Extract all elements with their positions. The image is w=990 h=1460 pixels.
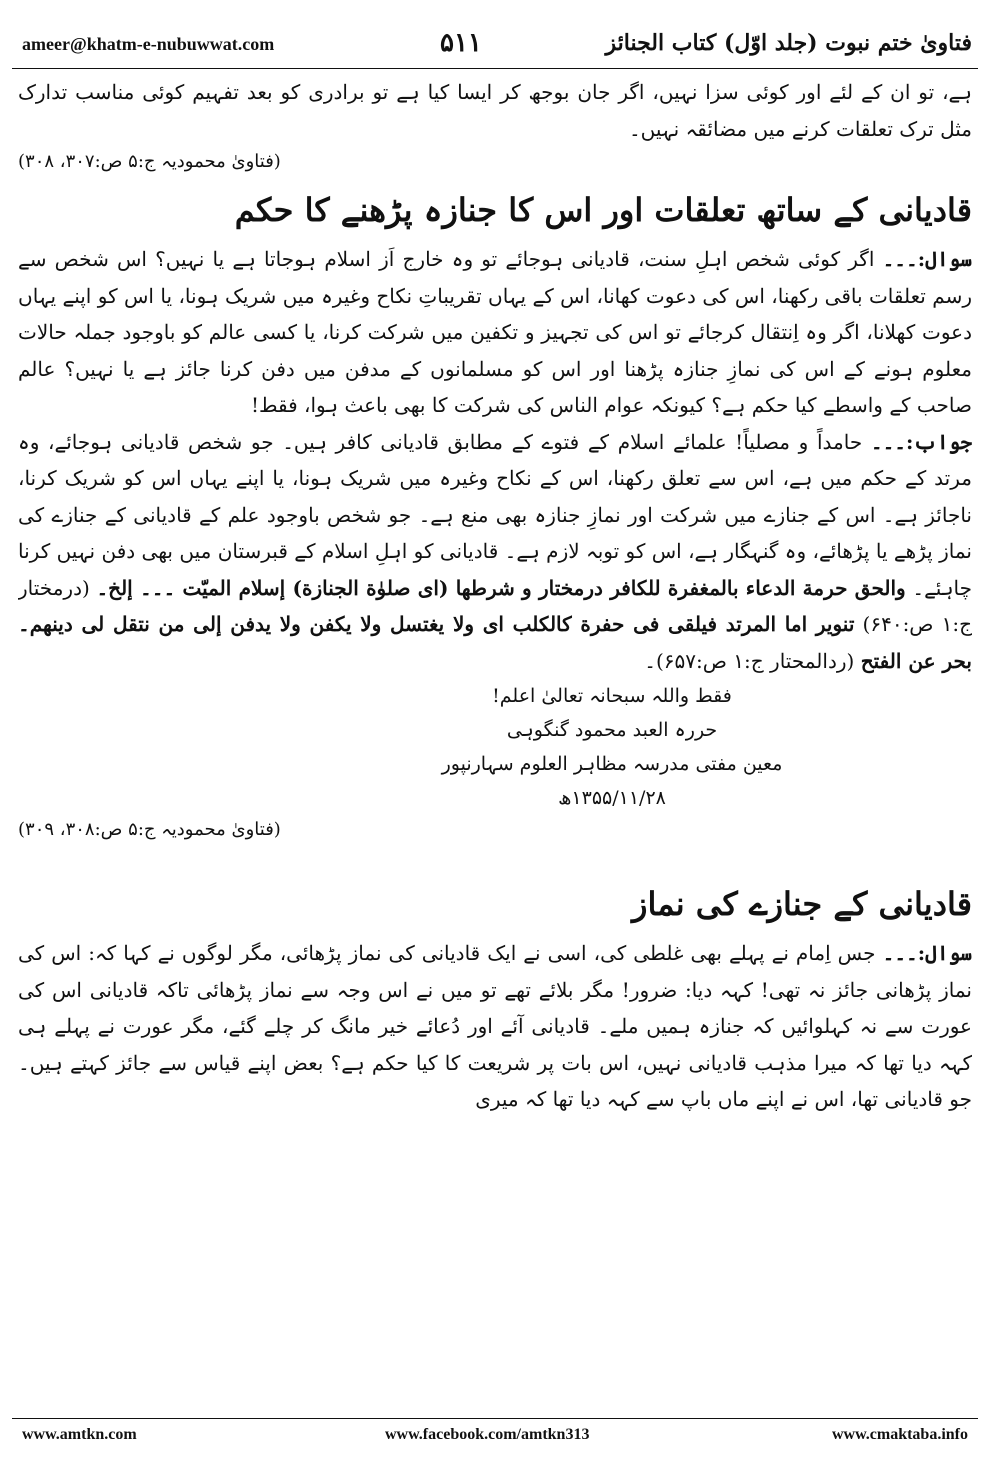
question-text: جس اِمام نے پہلے بھی غلطی کی، اسی نے ایک قادیانی کی نماز پڑھائی، مگر لوگوں نے کہا کہ: اس کی نماز پڑھانی جائز نہ تھی! کہہ دیا: ضرور! مگر بلائے تھے تو میں نے اس وجہ سے نماز پڑھائی تاکہ قادیانی اس کی عورت سے نہ کہلوائیں کہ جنازہ ہمیں ملے۔ قادیانی آئے اور دُعائے خیر مانگ کر چلے گئے، مگر عورت نے پہلے ہی کہہ دیا تھا کہ میرا مذہب قادیانی نہیں، اس بات پر شریعت کا کیا حکم ہے؟ بعض اپنے قیاس سے جائز کہتے ہیں۔ جو قادیانی تھا، اس نے اپنے ماں باپ سے کہہ دیا تھا کہ میری — [18, 941, 972, 1111]
page-footer — [10, 1426, 980, 1450]
question-text: اگر کوئی شخص اہلِ سنت، قادیانی ہوجائے تو وہ خارج اَز اسلام ہوجاتا ہے یا نہیں؟ اس شخص سے رسم تعلقات باقی رکھنا، اس کی دعوت کھانا، اس کے یہاں تقریباتِ نکاح وغیرہ میں شریک ہونا، یا اس کو اپنے یہاں دعوت کھلانا، اگر وہ اِنتقال کرجائے تو اس کی تجہیز و تکفین میں شرکت کرنا، یا کسی عالم کو باوجود جملہ حالات معلوم ہونے کے اس کی نمازِ جنازہ پڑھنا اور اس کو مسلمانوں کے مدفن میں دفن کرنا جائز ہے یا نہیں؟ عالم صاحب کے واسطے کیا حکم ہے؟ کیونکہ عوام الناس کی شرکت کا بھی باعث ہوا، فقط! — [18, 247, 972, 417]
section1-heading: قادیانی کے ساتھ تعلقات اور اس کا جنازہ پڑھنے کا حکم — [234, 191, 972, 229]
page-header — [10, 28, 980, 68]
signature-line: حررہ العبد محمود گنگوہی — [506, 719, 718, 741]
intro-paragraph: ہے، تو ان کے لئے اور کوئی سزا نہیں، اگر جان بوجھ کر ایسا کیا ہے تو برادری کو بعد تفہیم کوئی مناسب تدارک مثل ترک تعلقات کرنے میں مضائقہ نہیں۔ — [18, 80, 972, 141]
inline-reference-2: (ردالمحتار ج:۱ ص:۶۵۷)۔ — [644, 648, 855, 673]
signature-block — [372, 679, 852, 815]
footer-divider — [12, 1418, 978, 1419]
header-email: ameer@khatm-e-nubuwwat.com — [22, 34, 275, 54]
answer-text: حامداً و مصلیاً! علمائے اسلام کے فتوے کے مطابق قادیانی کافر ہیں۔ جو شخص قادیانی ہوجائے، وہ مرتد کے حکم میں ہے، اس سے تعلق رکھنا، اس کے نکاح وغیرہ میں شریک ہونا، یا اپنے یہاں اس کو شریک کرنا، ناجائز ہے۔ اس کے جنازے میں شرکت اور نمازِ جنازہ بھی منع ہے۔ جو شخص باوجود علم کے قادیانی کے جنازے کی نماز پڑھے یا پڑھائے، وہ گنہگار ہے، اس کو توبہ لازم ہے۔ قادیانی کو اہلِ اسلام کے قبرستان میں بھی دفن نہیں کرنا چاہئے۔ — [18, 429, 972, 600]
header-divider — [12, 68, 978, 69]
inline-reference-1: (درمختار ج:۱ ص:۶۴۰) — [18, 575, 972, 636]
answer-label: جواب:۔۔۔ — [870, 429, 972, 454]
section2-question — [18, 935, 972, 1118]
section1-question — [18, 241, 972, 424]
signature-line: فقط واللہ سبحانہ تعالیٰ اعلم! — [492, 685, 732, 707]
book-title: فتاویٰ ختم نبوت (جلد اوّل) کتاب الجنائز — [605, 30, 972, 56]
section1-reference: (فتاویٰ محمودیہ ج:۵ ص:۳۰۸، ۳۰۹) — [18, 819, 281, 840]
section1-answer — [18, 424, 972, 680]
intro-reference: (فتاویٰ محمودیہ ج:۵ ص:۳۰۷، ۳۰۸) — [18, 151, 281, 172]
footer-link-center[interactable]: www.facebook.com/amtkn313 — [385, 1426, 590, 1443]
arabic-citation-2: تنوير اما المرتد فيلقى فى حفرة كالكلب اى ولا يغتسل ولا يكفن ولا يدفن إلى من نتقل لى دينهم۔ بحر عن الفتح — [18, 612, 972, 673]
signature-date: ۱۳۵۵/۱۱/۲۸ھ — [558, 787, 666, 809]
footer-link-left[interactable]: www.amtkn.com — [22, 1426, 137, 1443]
section2-heading: قادیانی کے جنازے کی نماز — [632, 885, 972, 923]
page-number: ۵۱۱ — [440, 28, 482, 58]
page-body — [18, 74, 972, 1412]
question-label: سوال:۔۔۔ — [882, 247, 972, 271]
question-label: سوال:۔۔۔ — [882, 941, 972, 965]
footer-link-right[interactable]: www.cmaktaba.info — [831, 1426, 968, 1443]
arabic-citation-1: والحق حرمة الدعاء بالمغفرة للكافر درمختار و شرطها (ای صلوٰة الجنازة) إسلام الميّت ۔۔۔ إلخ۔ — [96, 575, 906, 600]
signature-line: معین مفتی مدرسہ مظاہر العلوم سہارنپور — [441, 753, 783, 775]
